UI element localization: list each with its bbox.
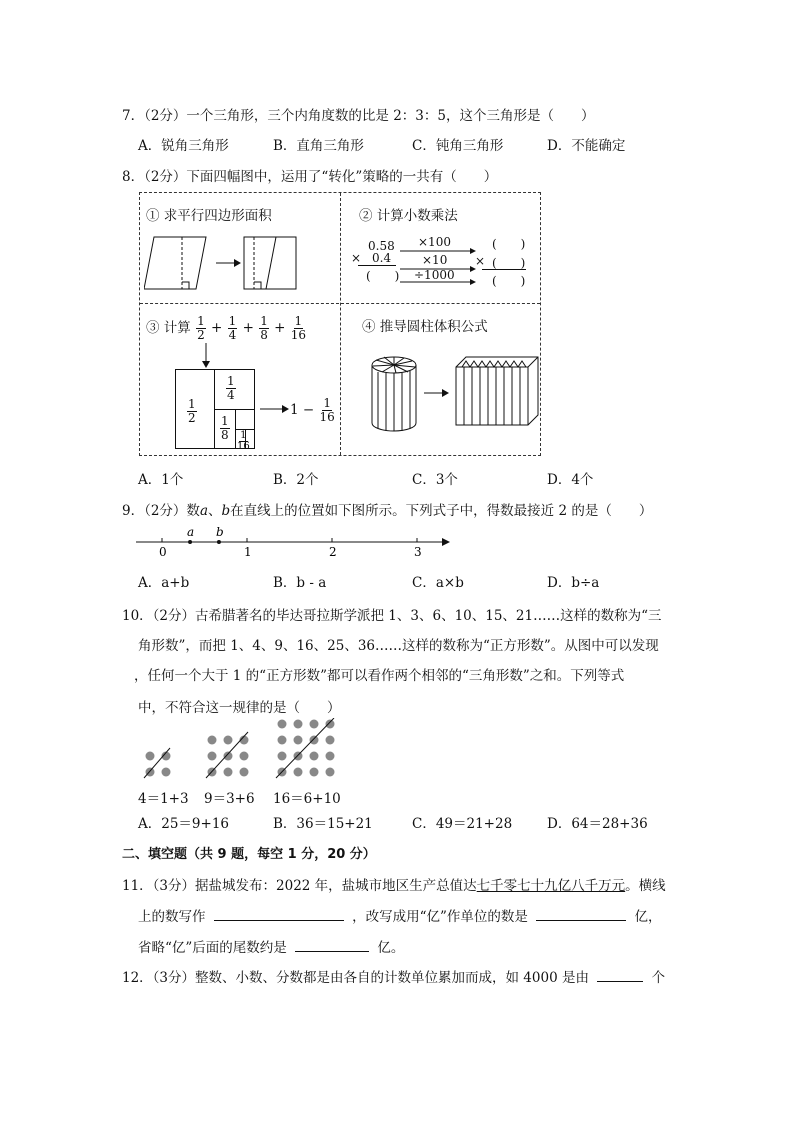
q8-option-a[interactable]: A．1个 (138, 472, 184, 488)
cell3-title: ③ 计算 $\frac{1}{2}$ + $\frac{1}{4}$ + $\frac{1}{8}$ + $\frac{1}{16}$ (146, 314, 307, 342)
point-a (188, 540, 192, 544)
mult-result1: ( ) (492, 237, 526, 251)
q11-line1: 11．（3分）据盐城发布：2022 年，盐城市地区生产总值达七千零七十九亿八千万元。横线 (122, 878, 666, 894)
tick-label-1: 1 (244, 545, 252, 558)
point-b-label: b (215, 525, 224, 539)
q10-line1: 10．（2分）古希腊著名的毕达哥拉斯学派把 1、3、6、10、15、21……这样的数称为“三 (122, 608, 662, 624)
parallelogram-figure (144, 233, 304, 293)
q10-line3: ，任何一个大于 1 的“正方形数”都可以看作两个相邻的“三角形数”之和。下列等式 (134, 668, 625, 684)
q10-option-c[interactable]: C．49＝21+28 (412, 816, 513, 832)
q10-line2: 角形数”，而把 1、4、9、16、25、36……这样的数称为“正方形数”。从图中可以发现 (138, 638, 659, 654)
q9-option-a[interactable]: A．a+b (138, 575, 190, 591)
mult-result3: ( ) (492, 274, 526, 288)
mult-op3: ÷1000 (414, 268, 455, 282)
q12-blank-1[interactable] (597, 981, 643, 982)
q9-text: 9．（2分）数a、b在直线上的位置如下图所示。下列式子中，得数最接近 2 的是（ ） (122, 503, 653, 519)
mult-result-sign: × (475, 254, 486, 268)
q9-option-c[interactable]: C．a×b (412, 575, 464, 591)
down-arrow-icon (200, 343, 212, 369)
q8-figure-grid: ① 求平行四边形面积 ② 计算小数乘法 0.58 × 0.4 ( ) ×100 ×10 ÷1000 ( ) × ( ) ( ) ③ 计算 $\frac{1}{2}$ + $\frac{1}{4}$ + $\frac{1}{8}$ + $\frac{1}{16}$ $\frac{1}{2}$ $\frac{1}{4}$ $\frac{1}{8}$ $\frac{1}{16}$ 1 − $\frac{1}{16}$ ④ 推导圆柱体积公式 (139, 192, 541, 456)
q7-option-c[interactable]: C．钝角三角形 (412, 138, 504, 154)
q11-line2: 上的数写作 ，改写成用“亿”作单位的数是 亿， (138, 909, 662, 925)
q8-text: 8．（2分）下面四幅图中，运用了“转化”策略的一共有（ ） (122, 169, 498, 185)
q10-line4: 中，不符合这一规律的是（ ） (138, 700, 341, 716)
mult-sign: × (351, 251, 362, 265)
cylinder-figure (366, 353, 541, 438)
right-arrow-icon (260, 403, 290, 415)
q9-option-b[interactable]: B．b - a (273, 575, 327, 591)
square-dot-figures (138, 718, 358, 782)
mult-result2: ( ) (492, 256, 526, 270)
q10-option-b[interactable]: B．36＝15+21 (273, 816, 373, 832)
q8-option-c[interactable]: C．3个 (412, 472, 458, 488)
q10-caption-1: 4＝1+3 (138, 791, 189, 807)
q8-option-b[interactable]: B．2个 (273, 472, 319, 488)
q10-option-a[interactable]: A．25＝9+16 (138, 816, 230, 832)
mult-op2: ×10 (422, 253, 448, 267)
tick-label-2: 2 (329, 545, 337, 558)
q7-option-a[interactable]: A．锐角三角形 (138, 138, 229, 154)
q11-blank-2[interactable] (536, 920, 626, 921)
cell1-title: ① 求平行四边形面积 (146, 208, 272, 224)
tick-label-0: 0 (159, 545, 167, 558)
q7-option-d[interactable]: D．不能确定 (547, 138, 626, 154)
number-line (136, 524, 456, 558)
mult-factor-a: 0.58 (368, 239, 395, 253)
mult-factor-b: 0.4 (372, 251, 392, 265)
cell2-title: ② 计算小数乘法 (359, 208, 458, 224)
q11-blank-3[interactable] (295, 951, 369, 952)
q10-caption-3: 16＝6+10 (273, 791, 341, 807)
dots-2x2 (144, 748, 171, 778)
q10-caption-2: 9＝3+6 (204, 791, 255, 807)
q7-option-b[interactable]: B．直角三角形 (273, 138, 364, 154)
q11-line3: 省略“亿”后面的尾数约是 亿。 (138, 940, 405, 956)
point-b (217, 540, 221, 544)
q9-option-d[interactable]: D．b÷a (547, 575, 600, 591)
fraction-result: 1 − $\frac{1}{16}$ (290, 396, 335, 424)
dots-3x3 (206, 732, 249, 778)
q10-option-d[interactable]: D．64＝28+36 (547, 816, 648, 832)
mult-op1: ×100 (418, 235, 451, 249)
mult-product: ( ) (366, 269, 400, 283)
section-2-heading: 二、填空题（共 9 题，每空 1 分，20 分） (122, 847, 376, 862)
q7-text: 7．（2分）一个三角形，三个内角度数的比是 2：3：5，这个三角形是（ ） (122, 108, 595, 124)
dots-4x4 (276, 718, 335, 778)
q11-blank-1[interactable] (214, 920, 344, 921)
point-a-label: a (187, 525, 195, 539)
cell4-title: ④ 推导圆柱体积公式 (362, 319, 488, 335)
tick-label-3: 3 (414, 545, 422, 558)
q12-line1: 12．（3分）整数、小数、分数都是由各自的计数单位累加而成，如 4000 是由 个 (122, 970, 666, 986)
q8-option-d[interactable]: D．4个 (547, 472, 594, 488)
